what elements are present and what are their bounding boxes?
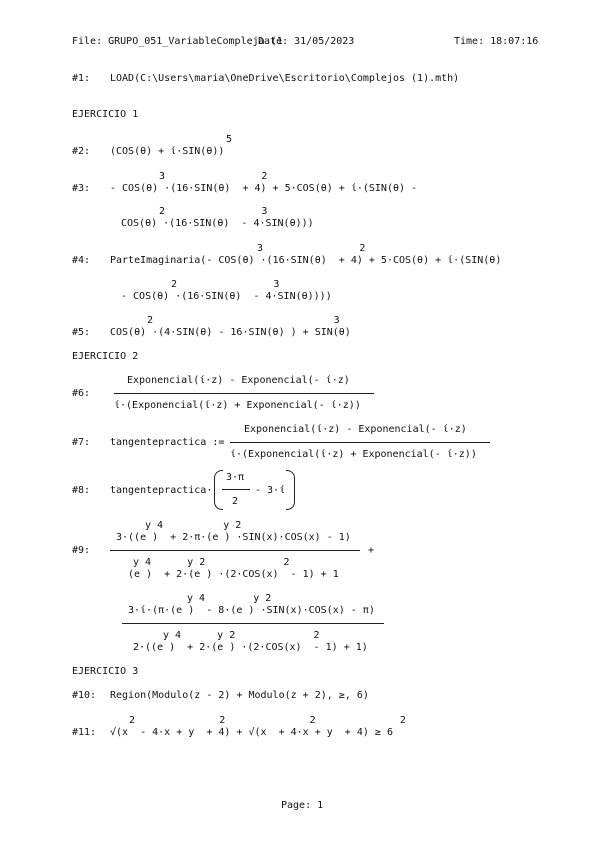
expr-9-numerator: 3·((e ) + 2·π·(e ) ·SIN(x)·COS(x) - 1)	[116, 532, 351, 543]
section-heading-2: EJERCICIO 2	[72, 351, 139, 362]
expr-9-numerator-2: 3·ί·(π·(e ) - 8·(e ) ·SIN(x)·COS(x) - π)	[128, 605, 375, 616]
expr-label-2: #2:	[72, 146, 91, 157]
expr-label-4: #4:	[72, 255, 91, 266]
expr-6-denominator: ί·(Exponencial(ί·z) + Exponencial(- ί·z))	[114, 400, 361, 411]
expr-label-11: #11:	[72, 727, 97, 738]
expr-6-numerator: Exponencial(ί·z) - Exponencial(- ί·z)	[127, 375, 350, 386]
fraction-bar	[222, 489, 250, 490]
expr-8-denominator: 2	[232, 496, 239, 507]
expr-1: LOAD(C:\Users\maria\OneDrive\Escritorio\Complejos (1).mth)	[110, 73, 460, 84]
expr-2: (COS(θ) + ί·SIN(θ))	[110, 146, 225, 157]
expr-label-10: #10:	[72, 690, 97, 701]
expr-9-exponents-den: y 4 y 2 2	[133, 557, 290, 568]
expr-5: COS(θ) ·(4·SIN(θ) - 16·SIN(θ) ) + SIN(θ)	[110, 327, 351, 338]
section-heading-3: EJERCICIO 3	[72, 666, 139, 677]
expr-7-denominator: ί·(Exponencial(ί·z) + Exponencial(- ί·z))	[230, 449, 477, 460]
expr-label-7: #7:	[72, 437, 91, 448]
expr-9-exponents-den-2: y 4 y 2 2	[163, 630, 320, 641]
expr-label-3: #3:	[72, 183, 91, 194]
expr-4-line-2: - COS(θ) ·(16·SIN(θ) - 4·SIN(θ))))	[121, 291, 332, 302]
expr-label-8: #8:	[72, 485, 91, 496]
expr-3-line-1: - COS(θ) ·(16·SIN(θ) + 4) + 5·COS(θ) + ί·(SIN(θ) -	[110, 183, 418, 194]
expr-9-exponents-top: y 4 y 2	[145, 520, 242, 531]
page-number: Page: 1	[281, 800, 324, 811]
fraction-bar	[114, 393, 374, 394]
expr-9-denominator-2: 2·((e ) + 2·(e ) ·(2·COS(x) - 1) + 1)	[133, 642, 368, 653]
expr-11: √(x - 4·x + y + 4) + √(x + 4·x + y + 4) ≥ 6	[110, 727, 393, 738]
expr-4-line-1: ParteImaginaria(- COS(θ) ·(16·SIN(θ) + 4) + 5·COS(θ) + ί·(SIN(θ)	[110, 255, 502, 266]
expr-8-lhs: tangentepractica·	[110, 485, 213, 496]
expr-8-numerator: 3·π	[226, 472, 245, 483]
expr-8-rest: - 3·ί	[255, 485, 286, 496]
time: Time: 18:07:16	[454, 36, 539, 47]
right-paren	[286, 470, 295, 510]
expr-label-6: #6:	[72, 388, 91, 399]
fraction-bar	[122, 623, 384, 624]
left-paren	[214, 470, 223, 510]
expr-label-1: #1:	[72, 73, 91, 84]
expr-label-5: #5:	[72, 327, 91, 338]
expr-11-exponents: 2 2 2 2	[129, 715, 406, 726]
fraction-bar	[230, 442, 490, 443]
expr-7-numerator: Exponencial(ί·z) - Exponencial(- ί·z)	[244, 424, 467, 435]
expr-4-exponents: 3 2	[257, 243, 366, 254]
expr-3-exponents: 3 2	[159, 171, 268, 182]
expr-5-exponents: 2 3	[147, 315, 340, 326]
expr-9-denominator: (e ) + 2·(e ) ·(2·COS(x) - 1) + 1	[128, 569, 339, 580]
expr-3-exponents-2: 2 3	[159, 206, 268, 217]
expr-10: Region(Modulo(z - 2) + Modulo(z + 2), ≥, 6)	[110, 690, 369, 701]
file-name: File: GRUPO_051_VariableCompleja (1	[72, 36, 283, 47]
expr-7-lhs: tangentepractica :=	[110, 437, 225, 448]
section-heading-1: EJERCICIO 1	[72, 109, 139, 120]
fraction-bar	[110, 550, 360, 551]
date: Date: 31/05/2023	[258, 36, 355, 47]
expr-3-line-2: COS(θ) ·(16·SIN(θ) - 4·SIN(θ)))	[121, 218, 314, 229]
expr-2-exponent: 5	[226, 134, 233, 145]
plus-sign: +	[368, 545, 375, 556]
expr-4-exponents-2: 2 3	[171, 279, 280, 290]
expr-label-9: #9:	[72, 545, 91, 556]
expr-9-exponents-top-2: y 4 y 2	[187, 593, 272, 604]
